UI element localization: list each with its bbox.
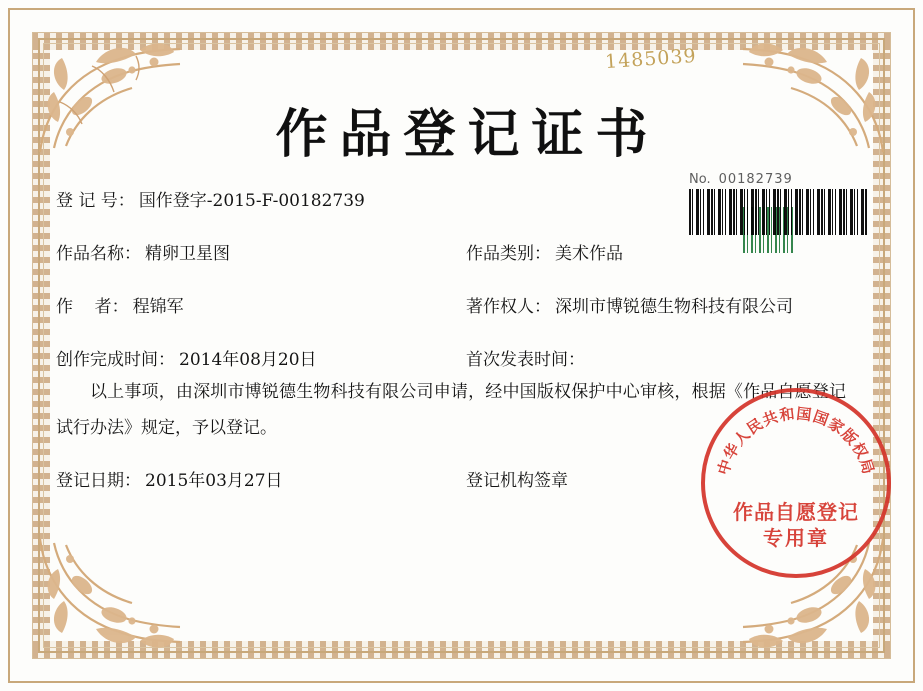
field-value: 2015年03月27日 xyxy=(145,471,283,491)
handwritten-annotation: 1485039 xyxy=(604,44,698,74)
seal-line-1: 作品自愿登记 xyxy=(733,500,859,524)
page-title: 作品登记证书 xyxy=(275,104,660,165)
field-row-registration-number xyxy=(56,186,867,211)
field-value: 程锦军 xyxy=(132,297,184,317)
seal-arc-label: 中华人民共和国国家版权局 xyxy=(714,404,878,478)
fields-section xyxy=(56,186,867,398)
field-registration-number xyxy=(56,186,466,211)
field-work-category xyxy=(466,239,867,264)
field-label: 作品名称： xyxy=(56,244,141,264)
footer-registration-date xyxy=(56,466,466,491)
field-label: 首次发表时间： xyxy=(466,350,585,370)
svg-text:中华人民共和国国家版权局 xyxy=(714,405,878,477)
field-value: 美术作品 xyxy=(555,244,623,264)
field-label: 登记日期： xyxy=(56,471,141,491)
field-work-title xyxy=(56,239,466,264)
registration-authority-seal-label: 登记机构签章 xyxy=(466,471,568,491)
field-label: 作品类别： xyxy=(466,244,551,264)
barcode-number-label xyxy=(689,172,867,187)
field-first-publication-date xyxy=(466,345,867,370)
field-row-author xyxy=(56,292,867,317)
field-label: 创作完成时间： xyxy=(56,350,175,370)
field-value: 国作登字-2015-F-00182739 xyxy=(138,191,365,211)
statement-paragraph: 以上事项，由深圳市博锐德生物科技有限公司申请，经中国版权保护中心审核，根据《作品自愿登记试行办法》规定，予以登记。 xyxy=(56,382,846,438)
field-value: 深圳市博锐德生物科技有限公司 xyxy=(555,297,793,317)
field-row-work-title xyxy=(56,239,867,264)
field-creation-completion-date xyxy=(56,345,466,370)
field-value: 2014年08月20日 xyxy=(179,350,317,370)
field-label: 作 者： xyxy=(56,297,129,317)
field-row-creation-date xyxy=(56,345,867,370)
barcode-prefix: No. xyxy=(689,172,711,187)
field-value: 精卵卫星图 xyxy=(145,244,230,264)
barcode-number: 00182739 xyxy=(718,172,793,187)
seal-line-2: 专用章 xyxy=(763,526,829,550)
field-empty-right-1 xyxy=(466,186,867,211)
official-red-seal xyxy=(701,388,891,578)
field-label: 著作权人： xyxy=(466,297,551,317)
field-label: 登 记 号： xyxy=(56,191,135,211)
field-copyright-owner xyxy=(466,292,867,317)
field-author xyxy=(56,292,466,317)
